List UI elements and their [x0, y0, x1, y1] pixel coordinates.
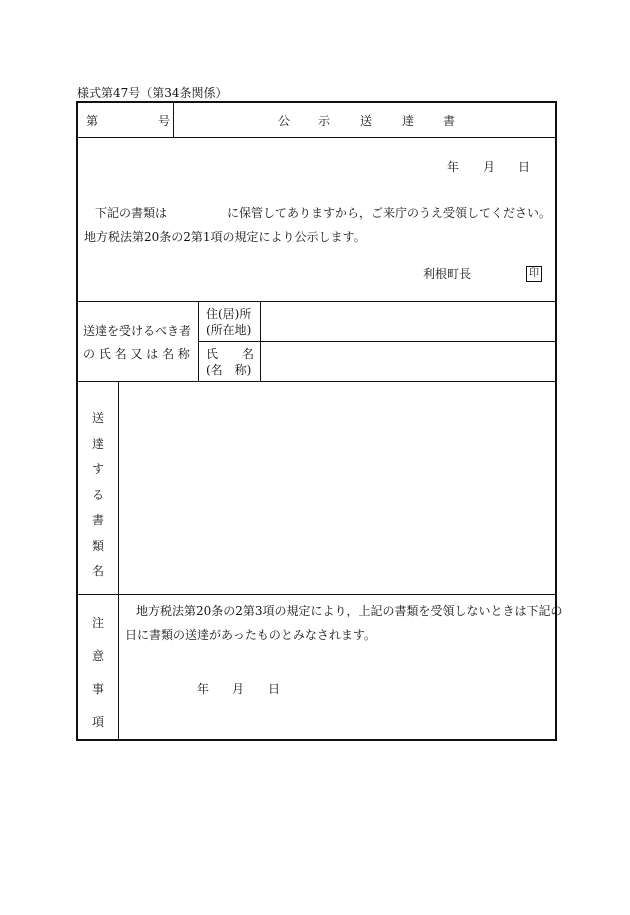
name-label-sub: (名 称) [206, 363, 252, 377]
title-char: 達 [402, 114, 415, 128]
divider [118, 381, 119, 739]
notes-date-year: 年 [197, 682, 210, 696]
date-day: 日 [518, 160, 531, 174]
documents-label-char: 達 [91, 436, 104, 451]
divider [78, 301, 555, 302]
body-text-start: 下記の書類は [95, 206, 168, 220]
divider [173, 103, 174, 137]
divider [78, 594, 555, 595]
notice-form [76, 101, 563, 741]
legal-basis-text: 地方税法第20条の2第1項の規定により公示します。 [84, 230, 366, 244]
documents-label [88, 409, 108, 579]
documents-label-char: 書 [91, 513, 104, 527]
notes-label [88, 614, 108, 730]
date-year: 年 [447, 160, 460, 174]
body-text-end: に保管してありますから，ご来庁のうえ受領してください。 [227, 206, 552, 220]
title-char: 送 [360, 114, 373, 128]
number-suffix: 号 [158, 114, 171, 128]
divider [260, 301, 261, 381]
form-caption: 様式第47号（第34条関係） [77, 86, 228, 100]
documents-label-char: 送 [91, 411, 104, 425]
notes-date-month: 月 [232, 682, 245, 696]
divider [198, 341, 555, 342]
notes-text-line1: 地方税法第20条の2第3項の規定により，上記の書類を受領しないときは下記の [136, 604, 563, 618]
name-label: 氏 名 [206, 347, 255, 361]
notes-text-line2: 日に書類の送達があったものとみなされます。 [125, 628, 376, 642]
documents-label-char: 名 [91, 564, 104, 578]
notes-label-char: 注 [91, 616, 104, 630]
number-prefix: 第 [86, 114, 99, 128]
divider [78, 381, 555, 382]
recipient-label-line1: 送達を受けるべき者 [83, 324, 192, 338]
divider [198, 301, 199, 381]
seal-mark: 印 [526, 266, 542, 282]
documents-label-char: 類 [91, 538, 104, 553]
title-char: 書 [443, 114, 456, 128]
address-label: 住(居)所 [206, 307, 252, 321]
title-char: 示 [318, 114, 331, 128]
recipient-label-line2: の 氏 名 又 は 名 称 [83, 347, 190, 361]
notes-label-char: 項 [91, 715, 104, 729]
date-month: 月 [483, 160, 496, 174]
documents-label-char: す [91, 462, 104, 476]
signer-name: 利根町長 [423, 267, 472, 281]
documents-label-char: る [91, 487, 104, 502]
title-char: 公 [278, 114, 291, 128]
address-label-sub: (所在地) [206, 323, 252, 337]
notes-date-day: 日 [268, 682, 281, 696]
notes-label-char: 意 [91, 649, 104, 663]
notes-label-char: 事 [91, 682, 104, 696]
divider [78, 137, 555, 138]
